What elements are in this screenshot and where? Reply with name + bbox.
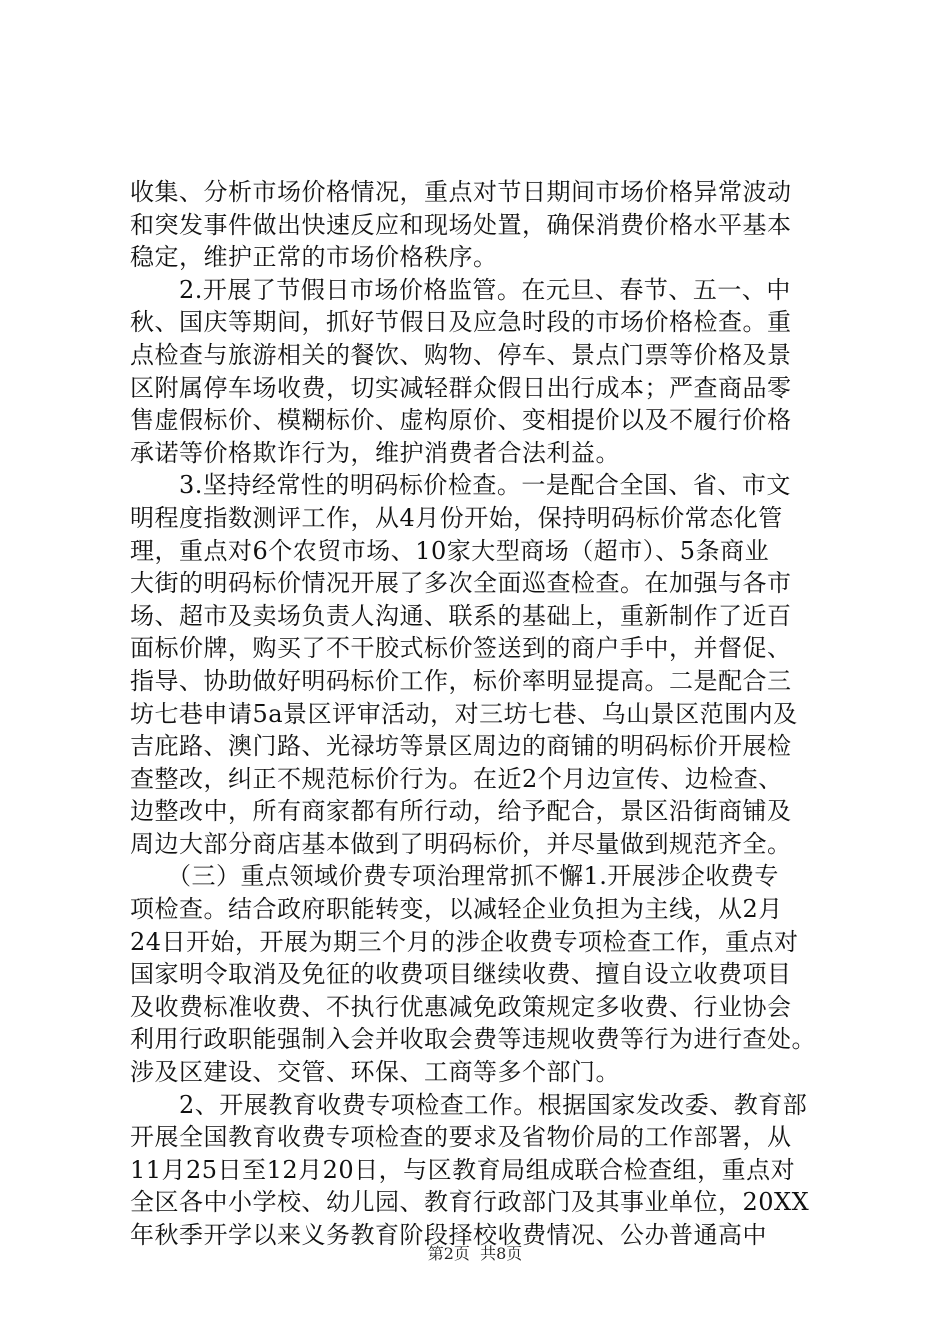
- text-line: 稳定，维护正常的市场价格秩序。: [130, 243, 498, 272]
- text-line: 3.坚持经常性的明码标价检查。一是配合全国、省、市文: [130, 471, 791, 500]
- text-line: 场、超市及卖场负责人沟通、联系的基础上，重新制作了近百: [130, 601, 792, 630]
- text-line: 区附属停车场收费，切实减轻群众假日出行成本；严查商品零: [130, 373, 792, 402]
- text-line: 承诺等价格欺诈行为，维护消费者合法利益。: [130, 438, 620, 467]
- text-line: 及收费标准收费、不执行优惠减免政策规定多收费、行业协会: [130, 992, 792, 1021]
- text-line: 查整改，纠正不规范标价行为。在近2个月边宣传、边检查、: [130, 764, 783, 793]
- text-line: 全区各中小学校、幼儿园、教育行政部门及其事业单位，20XX: [130, 1188, 810, 1217]
- text-line: 售虚假标价、模糊标价、虚构原价、变相提价以及不履行价格: [130, 406, 792, 435]
- text-line: 大街的明码标价情况开展了多次全面巡查检查。在加强与各市: [130, 569, 792, 598]
- text-line: 和突发事件做出快速反应和现场处置，确保消费价格水平基本: [130, 210, 792, 239]
- text-line: 2、开展教育收费专项检查工作。根据国家发改委、教育部: [130, 1090, 808, 1119]
- text-line: 指导、协助做好明码标价工作，标价率明显提高。二是配合三: [130, 666, 792, 695]
- text-line: （三）重点领域价费专项治理常抓不懈1.开展涉企收费专: [130, 862, 779, 891]
- text-line: 秋、国庆等期间，抓好节假日及应急时段的市场价格检查。重: [130, 308, 792, 337]
- text-line: 面标价牌，购买了不干胶式标价签送到的商户手中，并督促、: [130, 634, 792, 663]
- text-line: 项检查。结合政府职能转变，以减轻企业负担为主线，从2月: [130, 895, 783, 924]
- text-line: 周边大部分商店基本做到了明码标价，并尽量做到规范齐全。: [130, 829, 792, 858]
- text-line: 11月25日至12月20日，与区教育局组成联合检查组，重点对: [130, 1155, 796, 1184]
- text-line: 明程度指数测评工作，从4月份开始，保持明码标价常态化管: [130, 503, 783, 532]
- text-line: 涉及区建设、交管、环保、工商等多个部门。: [130, 1058, 620, 1087]
- text-line: 坊七巷申请5a景区评审活动，对三坊七巷、乌山景区范围内及: [130, 699, 798, 728]
- text-line: 利用行政职能强制入会并收取会费等违规收费等行为进行查处。: [130, 1025, 816, 1054]
- page-footer: [0, 1244, 950, 1264]
- document-body: [130, 176, 830, 1252]
- text-line: 吉庇路、澳门路、光禄坊等景区周边的商铺的明码标价开展检: [130, 732, 792, 761]
- text-line: 边整改中，所有商家都有所行动，给予配合，景区沿街商铺及: [130, 797, 792, 826]
- text-line: 24日开始，开展为期三个月的涉企收费专项检查工作，重点对: [130, 927, 799, 956]
- text-line: 理，重点对6个农贸市场、10家大型商场（超市）、5条商业: [130, 536, 770, 565]
- text-line: 国家明令取消及免征的收费项目继续收费、擅自设立收费项目: [130, 960, 792, 989]
- text-line: 点检查与旅游相关的餐饮、购物、停车、景点门票等价格及景: [130, 340, 792, 369]
- text-line: 2.开展了节假日市场价格监管。在元旦、春节、五一、中: [130, 275, 791, 304]
- text-line: 年秋季开学以来义务教育阶段择校收费情况、公办普通高中: [130, 1221, 767, 1249]
- page-number-label: 第2页 共8页: [427, 1244, 523, 1263]
- text-line: 收集、分析市场价格情况，重点对节日期间市场价格异常波动: [130, 178, 792, 206]
- text-line: 开展全国教育收费专项检查的要求及省物价局的工作部署，从: [130, 1123, 792, 1152]
